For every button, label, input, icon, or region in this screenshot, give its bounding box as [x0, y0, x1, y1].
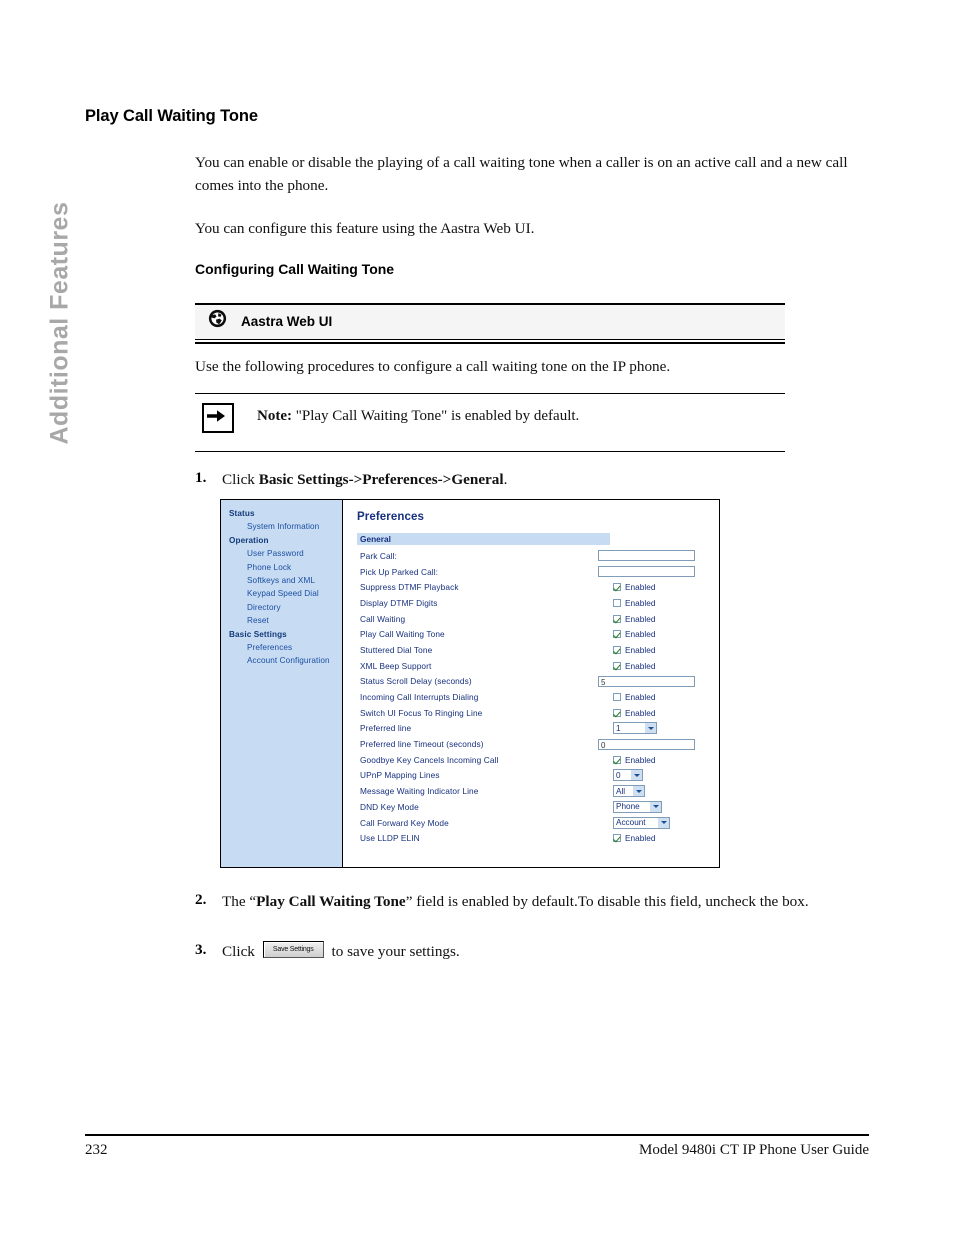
step-3-number: 3. — [195, 941, 207, 958]
settings-row-label: Preferred line — [360, 723, 412, 734]
procedure-intro-line: Use the following procedures to configure a call waiting tone on the IP phone. — [195, 358, 671, 375]
settings-row-label: Status Scroll Delay (seconds) — [360, 676, 472, 687]
checkbox-label: Enabled — [625, 707, 656, 718]
dropdown-select[interactable] — [613, 785, 645, 797]
settings-row-label: Preferred line Timeout (seconds) — [360, 739, 484, 750]
step-1-number: 1. — [195, 469, 207, 486]
webui-page-title: Preferences — [357, 511, 424, 523]
step-2-suffix: ” field is enabled by default.To disable this field, uncheck the box. — [405, 893, 809, 910]
dropdown-value: All — [616, 786, 626, 796]
step-1-prefix: Click — [222, 471, 259, 488]
settings-row-label: XML Beep Support — [360, 660, 432, 671]
dropdown-select[interactable] — [613, 722, 657, 734]
footer-page-number: 232 — [85, 1142, 108, 1158]
settings-row — [357, 799, 695, 815]
note-bottom-rule — [195, 451, 785, 452]
webui-section-header-general: General — [357, 533, 610, 545]
sidebar-item-softkeys-and-xml[interactable]: Softkeys and XML — [247, 576, 316, 586]
sidebar-item-account-configuration[interactable]: Account Configuration — [247, 656, 330, 666]
settings-row-control — [598, 550, 695, 561]
chevron-down-icon[interactable] — [658, 818, 669, 828]
configure-paragraph: You can configure this feature using the Aastra Web UI. — [195, 220, 535, 237]
sidebar-item-system-information[interactable]: System Information — [247, 522, 320, 532]
webui-main-panel — [343, 500, 719, 867]
settings-row — [357, 611, 695, 627]
settings-row-control — [613, 722, 695, 734]
settings-row — [357, 815, 695, 831]
checkbox-label: Enabled — [625, 754, 656, 765]
dropdown-value: 1 — [616, 723, 621, 733]
dropdown-select[interactable] — [613, 769, 643, 781]
text-input[interactable] — [598, 566, 695, 577]
checkbox[interactable] — [613, 630, 621, 638]
sidebar-item-keypad-speed-dial[interactable]: Keypad Speed Dial — [247, 589, 319, 599]
arrow-right-icon — [202, 403, 234, 433]
text-input[interactable]: 0 — [598, 739, 695, 750]
checkbox-label: Enabled — [625, 629, 656, 640]
settings-row — [357, 595, 695, 611]
step-2-text — [222, 891, 867, 913]
settings-row — [357, 658, 695, 674]
settings-row — [357, 830, 695, 846]
settings-row — [357, 626, 695, 642]
globe-icon — [208, 309, 227, 328]
dropdown-value: Phone — [616, 802, 640, 812]
settings-row-control — [598, 676, 695, 687]
chevron-down-icon[interactable] — [645, 723, 656, 733]
settings-row-control — [613, 708, 695, 718]
sidebar-group-basic-settings: Basic Settings — [229, 629, 287, 639]
sidebar-item-user-password[interactable]: User Password — [247, 549, 304, 559]
settings-row — [357, 736, 695, 752]
settings-row-control — [613, 817, 695, 829]
intro-paragraph: You can enable or disable the playing of a call waiting tone when a caller is on an active call and a new call comes into the phone. — [195, 154, 848, 194]
chevron-down-icon[interactable] — [650, 802, 661, 812]
settings-row-label: Message Waiting Indicator Line — [360, 786, 479, 797]
step-2-number: 2. — [195, 891, 207, 908]
settings-row — [357, 783, 695, 799]
checkbox-label: Enabled — [625, 582, 656, 593]
text-input[interactable]: 5 — [598, 676, 695, 687]
settings-row — [357, 689, 695, 705]
settings-row-label: Call Waiting — [360, 613, 406, 624]
settings-row — [357, 564, 695, 580]
settings-row — [357, 768, 695, 784]
sidebar-group-operation: Operation — [229, 535, 269, 545]
settings-row-label: Goodbye Key Cancels Incoming Call — [360, 754, 499, 765]
step-1-text — [222, 469, 872, 491]
checkbox-label: Enabled — [625, 644, 656, 655]
step-1-suffix: . — [503, 471, 508, 488]
chapter-side-tab — [0, 0, 90, 500]
dropdown-select[interactable] — [613, 801, 662, 813]
checkbox-label: Enabled — [625, 597, 656, 608]
settings-row-control — [598, 739, 695, 750]
chapter-side-tab-label: Additional Features — [45, 201, 74, 445]
checkbox[interactable] — [613, 756, 621, 764]
aastra-web-ui-screenshot — [220, 499, 720, 868]
settings-row-label: Stuttered Dial Tone — [360, 644, 433, 655]
sidebar-item-directory[interactable]: Directory — [247, 602, 281, 612]
step-2-prefix: The “ — [222, 893, 257, 910]
section-subheading: Configuring Call Waiting Tone — [195, 261, 395, 277]
page-title: Play Call Waiting Tone — [85, 107, 258, 125]
settings-row-control — [613, 661, 695, 671]
settings-row-control — [613, 755, 695, 765]
save-settings-button[interactable]: Save Settings — [263, 941, 324, 958]
dropdown-value: 0 — [616, 770, 621, 780]
settings-row-control — [613, 692, 695, 702]
settings-row-label: Pick Up Parked Call: — [360, 566, 439, 577]
settings-row-control — [613, 833, 695, 843]
step-2-bold: Play Call Waiting Tone — [256, 893, 406, 910]
note-text — [257, 408, 579, 425]
checkbox[interactable] — [613, 615, 621, 623]
settings-row-label: Switch UI Focus To Ringing Line — [360, 707, 483, 718]
settings-row-control — [613, 614, 695, 624]
settings-row — [357, 548, 695, 564]
settings-row-control — [613, 785, 695, 797]
sidebar-item-phone-lock[interactable]: Phone Lock — [247, 562, 292, 572]
checkbox-label: Enabled — [625, 660, 656, 671]
text-input[interactable] — [598, 550, 695, 561]
step-3-suffix: to save your settings. — [327, 943, 460, 960]
settings-row-control — [613, 645, 695, 655]
checkbox-label: Enabled — [625, 613, 656, 624]
dropdown-select[interactable] — [613, 817, 670, 829]
checkbox[interactable] — [613, 693, 621, 701]
settings-row-control — [598, 566, 695, 577]
settings-row-label: DND Key Mode — [360, 801, 419, 812]
settings-row — [357, 642, 695, 658]
sidebar-item-reset[interactable]: Reset — [247, 616, 269, 626]
settings-row-control — [613, 629, 695, 639]
sidebar-group-status: Status — [229, 509, 255, 518]
checkbox[interactable] — [613, 709, 621, 717]
note-block — [195, 393, 785, 452]
settings-row-control — [613, 582, 695, 592]
footer-document-title: Model 9480i CT IP Phone User Guide — [639, 1142, 869, 1158]
checkbox[interactable] — [613, 599, 621, 607]
checkbox[interactable] — [613, 646, 621, 654]
step-3-prefix: Click — [222, 943, 259, 960]
settings-row — [357, 674, 695, 690]
settings-row — [357, 752, 695, 768]
settings-row-control — [613, 801, 695, 813]
chevron-down-icon[interactable] — [631, 770, 642, 780]
sidebar-item-preferences[interactable]: Preferences — [247, 643, 293, 653]
chevron-down-icon[interactable] — [633, 786, 644, 796]
checkbox[interactable] — [613, 583, 621, 591]
aastra-web-ui-banner — [195, 303, 785, 344]
step-3-text — [222, 941, 872, 963]
step-1-bold: Basic Settings->Preferences->General — [258, 471, 504, 488]
note-body: "Play Call Waiting Tone" is enabled by default. — [295, 408, 580, 424]
checkbox[interactable] — [613, 662, 621, 670]
settings-row-control — [613, 598, 695, 608]
settings-row-label: Use LLDP ELIN — [360, 833, 420, 844]
webui-sidebar — [221, 500, 343, 867]
note-label: Note: — [257, 408, 292, 424]
settings-row-label: Suppress DTMF Playback — [360, 582, 459, 593]
settings-row-control — [613, 769, 695, 781]
settings-row-label: Park Call: — [360, 550, 397, 561]
aastra-web-ui-label: Aastra Web UI — [241, 314, 333, 329]
settings-row-label: Call Forward Key Mode — [360, 817, 449, 828]
settings-row-label: Incoming Call Interrupts Dialing — [360, 692, 479, 703]
dropdown-value: Account — [616, 818, 646, 828]
webui-settings-form — [357, 548, 719, 846]
settings-row-label: Display DTMF Digits — [360, 597, 438, 608]
settings-row-label: Play Call Waiting Tone — [360, 629, 445, 640]
settings-row — [357, 705, 695, 721]
checkbox-label: Enabled — [625, 833, 656, 844]
checkbox[interactable] — [613, 834, 621, 842]
settings-row — [357, 579, 695, 595]
checkbox-label: Enabled — [625, 692, 656, 703]
footer-rule — [85, 1134, 869, 1136]
settings-row — [357, 721, 695, 737]
banner-underline — [195, 342, 785, 345]
settings-row-label: UPnP Mapping Lines — [360, 770, 440, 781]
